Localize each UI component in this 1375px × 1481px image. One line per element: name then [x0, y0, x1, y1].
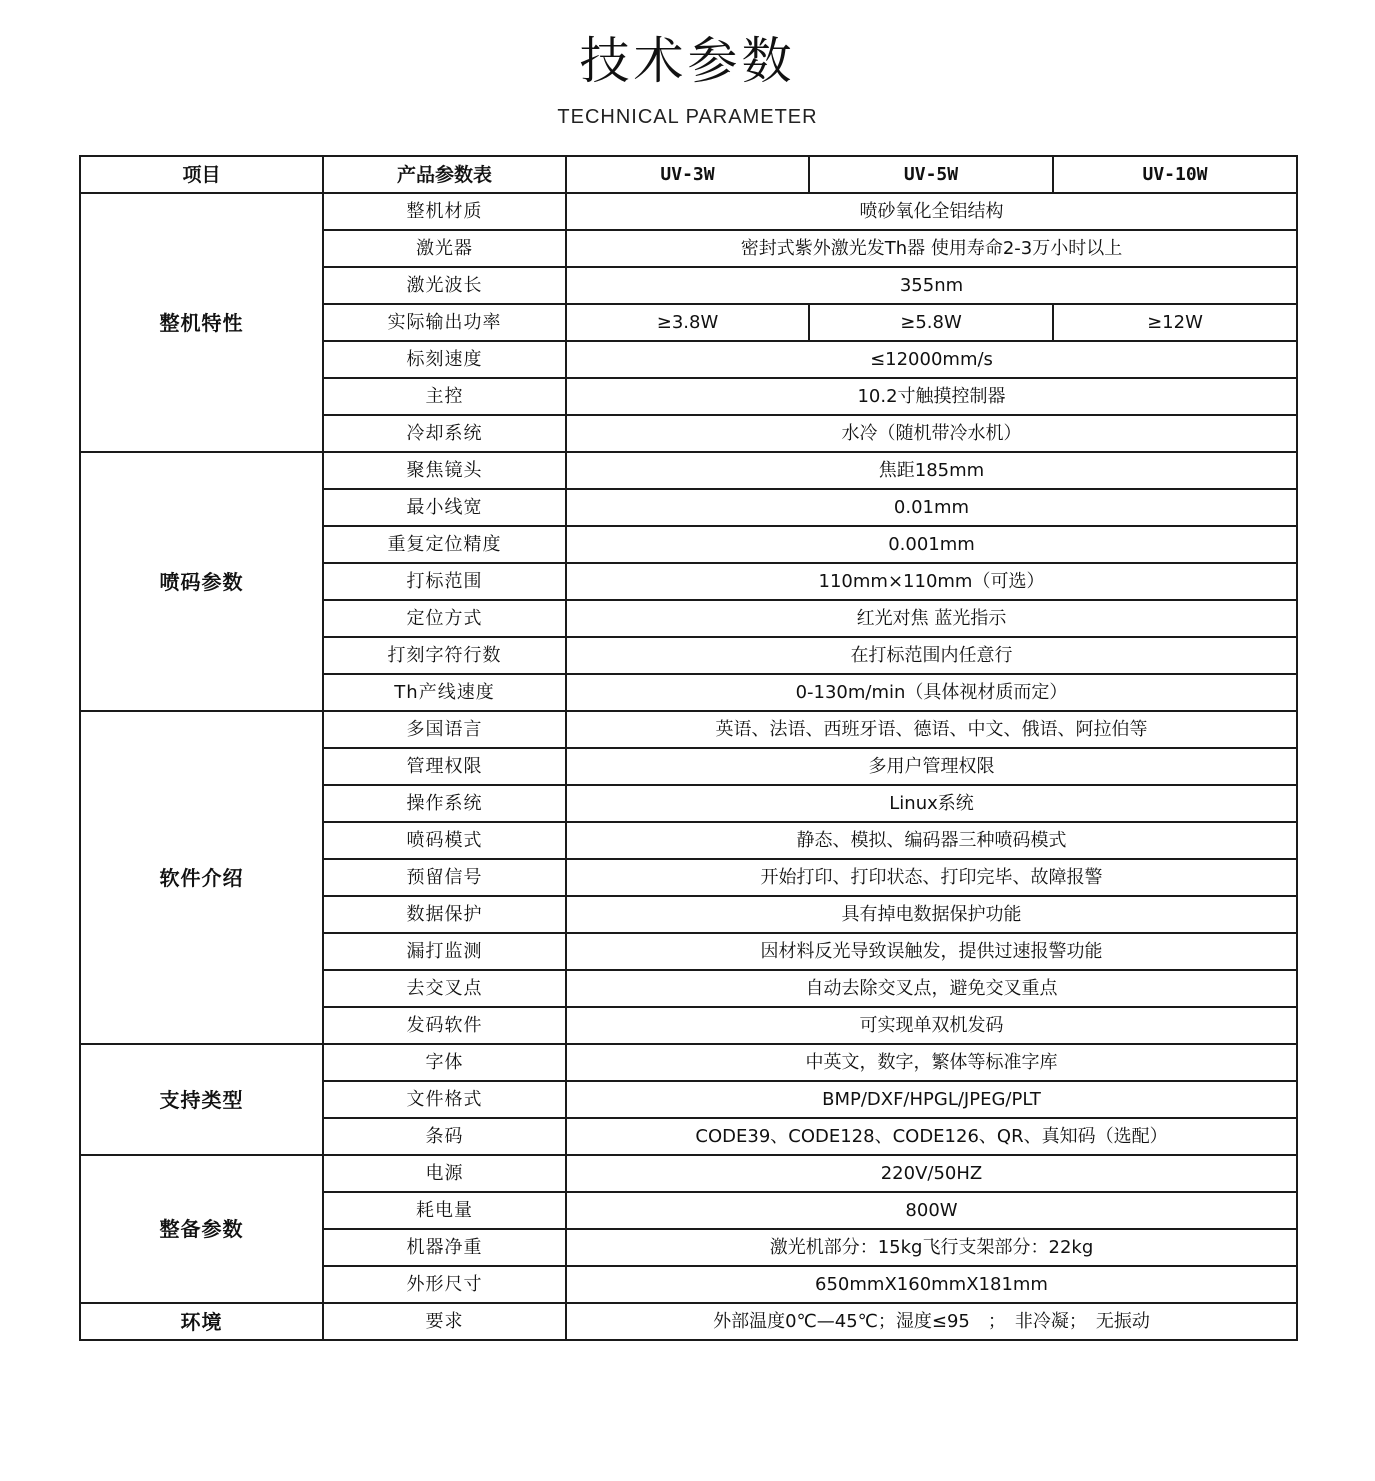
param-value: ≤12000mm/s	[566, 341, 1297, 378]
param-name: 要求	[323, 1303, 566, 1340]
header-model-uv-3w: UV-3W	[566, 156, 809, 193]
param-name: 机器净重	[323, 1229, 566, 1266]
param-value-model: ≥12W	[1053, 304, 1297, 341]
param-value: 外部温度0℃—45℃；湿度≤95 ； 非冷凝； 无振动	[566, 1303, 1297, 1340]
header-model-uv-10w: UV-10W	[1053, 156, 1297, 193]
param-value: 开始打印、打印状态、打印完毕、故障报警	[566, 859, 1297, 896]
param-name: Th产线速度	[323, 674, 566, 711]
param-name: 主控	[323, 378, 566, 415]
param-name: 冷却系统	[323, 415, 566, 452]
param-value: 激光机部分：15kg飞行支架部分：22kg	[566, 1229, 1297, 1266]
param-value: 220V/50HZ	[566, 1155, 1297, 1192]
group-label: 喷码参数	[80, 452, 323, 711]
param-name: 字体	[323, 1044, 566, 1081]
param-name: 定位方式	[323, 600, 566, 637]
param-name: 重复定位精度	[323, 526, 566, 563]
group-label: 支持类型	[80, 1044, 323, 1155]
param-name: 最小线宽	[323, 489, 566, 526]
param-value-model: ≥5.8W	[809, 304, 1053, 341]
table-row	[80, 1155, 1297, 1192]
param-value: 110mm×110mm（可选）	[566, 563, 1297, 600]
param-value: 0-130m/min（具体视材质而定）	[566, 674, 1297, 711]
param-name: 文件格式	[323, 1081, 566, 1118]
param-value: 具有掉电数据保护功能	[566, 896, 1297, 933]
param-value: 红光对焦 蓝光指示	[566, 600, 1297, 637]
param-name: 条码	[323, 1118, 566, 1155]
param-name: 电源	[323, 1155, 566, 1192]
spec-body	[80, 193, 1297, 1340]
param-value: 在打标范围内任意行	[566, 637, 1297, 674]
param-value: 0.01mm	[566, 489, 1297, 526]
group-label: 整机特性	[80, 193, 323, 452]
param-name: 多国语言	[323, 711, 566, 748]
header-model-uv-5w: UV-5W	[809, 156, 1053, 193]
header-row	[80, 156, 1297, 193]
table-row	[80, 452, 1297, 489]
param-name: 打标范围	[323, 563, 566, 600]
param-name: 操作系统	[323, 785, 566, 822]
param-value: 355nm	[566, 267, 1297, 304]
param-value: 水冷（随机带冷水机）	[566, 415, 1297, 452]
param-name: 漏打监测	[323, 933, 566, 970]
param-name: 激光波长	[323, 267, 566, 304]
param-value: Linux系统	[566, 785, 1297, 822]
param-value: 中英文，数字，繁体等标准字库	[566, 1044, 1297, 1081]
param-value: 10.2寸触摸控制器	[566, 378, 1297, 415]
page-title: 技术参数	[579, 32, 796, 90]
table-row	[80, 193, 1297, 230]
param-name: 整机材质	[323, 193, 566, 230]
param-value: CODE39、CODE128、CODE126、QR、真知码（选配）	[566, 1118, 1297, 1155]
page-subtitle: TECHNICAL PARAMETER	[557, 106, 818, 128]
param-value-model: ≥3.8W	[566, 304, 809, 341]
param-name: 发码软件	[323, 1007, 566, 1044]
param-value: 静态、模拟、编码器三种喷码模式	[566, 822, 1297, 859]
group-label: 软件介绍	[80, 711, 323, 1044]
param-name: 外形尺寸	[323, 1266, 566, 1303]
group-label: 整备参数	[80, 1155, 323, 1303]
param-name: 标刻速度	[323, 341, 566, 378]
param-name: 预留信号	[323, 859, 566, 896]
header-param: 产品参数表	[323, 156, 566, 193]
param-name: 激光器	[323, 230, 566, 267]
param-name: 实际输出功率	[323, 304, 566, 341]
table-row	[80, 711, 1297, 748]
param-value: 多用户管理权限	[566, 748, 1297, 785]
group-label: 环境	[80, 1303, 323, 1340]
table-row	[80, 1303, 1297, 1340]
param-name: 喷码模式	[323, 822, 566, 859]
param-name: 去交叉点	[323, 970, 566, 1007]
param-value: 喷砂氧化全铝结构	[566, 193, 1297, 230]
param-name: 聚焦镜头	[323, 452, 566, 489]
spec-table	[79, 155, 1298, 1341]
param-name: 打刻字符行数	[323, 637, 566, 674]
param-value: 650mmX160mmX181mm	[566, 1266, 1297, 1303]
param-value: 自动去除交叉点，避免交叉重点	[566, 970, 1297, 1007]
param-value: 焦距185mm	[566, 452, 1297, 489]
param-value: 0.001mm	[566, 526, 1297, 563]
header-item: 项目	[80, 156, 323, 193]
param-name: 数据保护	[323, 896, 566, 933]
param-value: 英语、法语、西班牙语、德语、中文、俄语、阿拉伯等	[566, 711, 1297, 748]
table-row	[80, 1044, 1297, 1081]
param-value: 可实现单双机发码	[566, 1007, 1297, 1044]
param-name: 管理权限	[323, 748, 566, 785]
param-value: 800W	[566, 1192, 1297, 1229]
param-name: 耗电量	[323, 1192, 566, 1229]
param-value: 因材料反光导致误触发，提供过速报警功能	[566, 933, 1297, 970]
param-value: BMP/DXF/HPGL/JPEG/PLT	[566, 1081, 1297, 1118]
param-value: 密封式紫外激光发Th器 使用寿命2-3万小时以上	[566, 230, 1297, 267]
